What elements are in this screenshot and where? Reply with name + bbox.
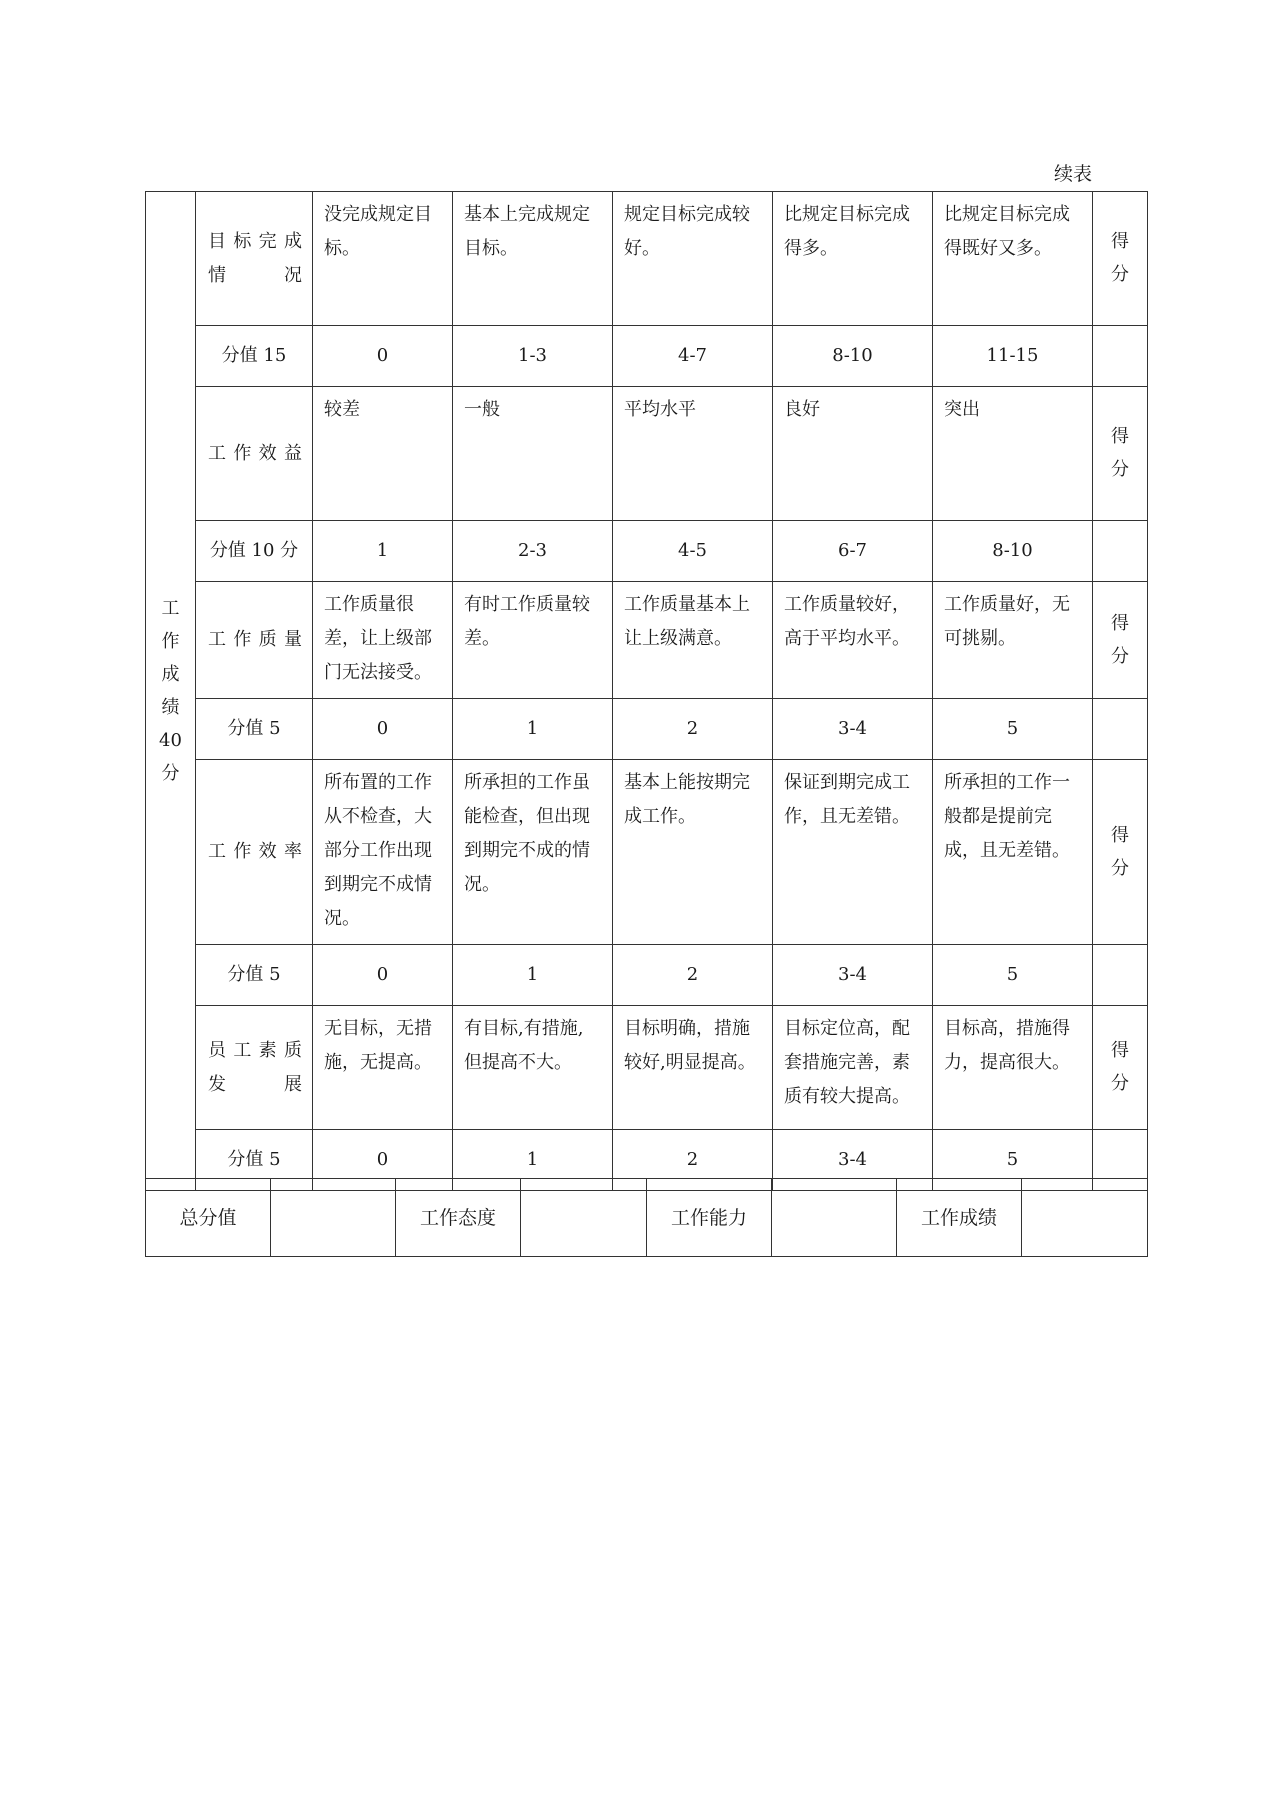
score-entry-field[interactable] [1093,945,1148,1006]
description-line: 有时工作质量较 [464,594,590,615]
description-line: 工作质量好，无 [944,594,1070,615]
criteria-category [196,582,313,699]
score-label-char: 分 [1111,264,1129,285]
category-char: 益 [283,442,302,464]
description-line: 从不检查，大 [324,806,432,827]
category-char: 工 [208,841,226,862]
value-range: 2 [613,699,773,760]
level-description [313,760,453,945]
criteria-category [196,760,313,945]
description-line: 差。 [464,628,500,649]
description-line: 规定目标完成较 [624,204,750,225]
level-description [453,192,613,326]
category-char: 况 [284,264,302,286]
description-line: 较好,明显提高。 [624,1052,756,1073]
level-description [613,192,773,326]
level-description [613,760,773,945]
description-line: 般都是提前完 [944,806,1052,827]
performance-score-label: 工作成绩 [897,1179,1022,1257]
value-range: 1 [453,1130,613,1191]
description-line: 高于平均水平。 [784,628,910,649]
attitude-score-label: 工作态度 [396,1179,521,1257]
level-description [453,760,613,945]
level-description [773,192,933,326]
value-range: 0 [313,945,453,1006]
section-label-char: 40 [159,729,182,751]
category-char: 率 [283,841,302,862]
category-char: 标 [233,230,252,252]
description-line: 目标。 [464,238,518,259]
value-range: 6-7 [773,521,933,582]
value-label: 分值 5 [196,1130,313,1191]
description-line: 但提高不大。 [464,1052,572,1073]
category-char: 素 [258,1039,277,1061]
category-char: 效 [258,442,277,464]
section-label-char: 成 [161,663,180,685]
value-range: 3-4 [773,699,933,760]
criteria-category [196,387,313,521]
score-cell[interactable] [1093,1006,1148,1130]
criteria-row [146,1006,1148,1130]
description-line: 保证到期完成工 [784,772,910,793]
description-line: 质有较大提高。 [784,1086,910,1107]
score-cell[interactable] [1093,582,1148,699]
total-score-label: 总分值 [146,1179,271,1257]
description-line: 况。 [324,908,360,929]
value-row [146,326,1148,387]
description-line: 没完成规定目 [324,204,432,225]
score-label-char: 得 [1111,824,1129,846]
level-description [613,387,773,521]
description-line: 施，无提高。 [324,1052,432,1073]
score-entry-field[interactable] [1093,521,1148,582]
description-line: 比规定目标完成 [784,204,910,225]
table-caption: 续表 [1054,163,1093,185]
criteria-category [196,192,313,326]
description-line: 工作质量基本上 [624,594,750,615]
total-score-table [145,1178,1148,1257]
value-label: 分值 5 [196,945,313,1006]
category-line [208,437,302,471]
value-range: 5 [933,945,1093,1006]
section-label-char: 作 [161,630,180,652]
value-range: 4-7 [613,326,773,387]
criteria-row [146,387,1148,521]
value-label: 分值 10 分 [196,521,313,582]
category-char: 成 [283,230,302,252]
description-line: 良好 [784,399,820,420]
total-row [146,1179,1148,1257]
score-label-char: 分 [1111,1073,1129,1094]
level-description [613,582,773,699]
section-label-char: 工 [161,597,180,619]
category-line [208,225,302,259]
level-description [933,582,1093,699]
category-line [208,259,302,293]
level-description [933,760,1093,945]
score-cell[interactable] [1093,387,1148,521]
description-line: 工作质量很 [324,594,414,615]
score-cell[interactable] [1093,760,1148,945]
value-range: 3-4 [773,945,933,1006]
description-line: 差，让上级部 [324,628,432,649]
criteria-row [146,760,1148,945]
description-line: 目标明确，措施 [624,1018,750,1039]
level-description [773,582,933,699]
category-char: 情 [208,264,226,286]
description-line: 基本上能按期完 [624,772,750,793]
score-entry-field[interactable] [1093,326,1148,387]
level-description [933,387,1093,521]
category-char: 完 [258,230,277,252]
level-description [773,760,933,945]
section-label-char: 分 [161,762,180,784]
criteria-category [196,1006,313,1130]
value-range: 11-15 [933,326,1093,387]
level-description [453,582,613,699]
score-label-char: 分 [1111,459,1129,480]
value-range: 0 [313,326,453,387]
level-description [773,387,933,521]
value-range: 0 [313,1130,453,1191]
level-description [453,387,613,521]
level-description [933,1006,1093,1130]
description-line: 能检查，但出现 [464,806,590,827]
value-range: 2 [613,945,773,1006]
value-range: 5 [933,699,1093,760]
ability-score-field[interactable] [772,1179,897,1257]
description-line: 力，提高很大。 [944,1052,1070,1073]
value-row [146,945,1148,1006]
score-label-char: 得 [1111,1040,1129,1061]
category-line [208,1068,302,1102]
description-line: 所承担的工作虽 [464,772,590,793]
level-description [313,582,453,699]
score-label-char: 得 [1111,426,1129,447]
description-line: 无目标，无措 [324,1018,432,1039]
description-line: 突出 [944,399,980,420]
score-cell[interactable] [1093,192,1148,326]
value-row [146,699,1148,760]
category-char: 效 [258,841,277,862]
value-range: 1 [453,699,613,760]
category-char: 目 [208,230,226,252]
description-line: 到期完不成情 [324,874,432,895]
description-line: 工作质量较好， [784,594,910,615]
level-description [453,1006,613,1130]
description-line: 部分工作出现 [324,840,432,861]
category-char: 工 [233,1039,252,1061]
score-label-char: 得 [1111,231,1129,252]
description-line: 到期完不成的情 [464,840,590,861]
description-line: 有目标,有措施, [464,1018,584,1039]
value-range: 5 [933,1130,1093,1191]
category-char: 发 [208,1073,226,1095]
value-range: 4-5 [613,521,773,582]
section-label-char: 绩 [161,696,180,718]
level-description [773,1006,933,1130]
description-line: 可挑剔。 [944,628,1016,649]
category-line [208,1034,302,1068]
category-line [208,835,302,869]
scoring-table [145,191,1148,1191]
category-char: 作 [233,841,252,862]
category-line [208,623,302,657]
description-line: 一般 [464,399,500,420]
description-line: 所承担的工作一 [944,772,1070,793]
category-char: 作 [233,629,252,650]
description-line: 门无法接受。 [324,662,432,683]
score-label-char: 分 [1111,645,1129,667]
description-line: 让上级满意。 [624,628,732,649]
score-label-char: 得 [1111,612,1129,634]
level-description [313,387,453,521]
category-char: 作 [233,442,252,464]
category-char: 量 [283,629,302,650]
value-label: 分值 5 [196,699,313,760]
value-range: 1 [453,945,613,1006]
description-line: 平均水平 [624,399,696,420]
description-line: 目标高，措施得 [944,1018,1070,1039]
description-line: 成工作。 [624,806,696,827]
level-description [933,192,1093,326]
level-description [313,1006,453,1130]
category-char: 展 [284,1073,302,1095]
description-line: 套措施完善，素 [784,1052,910,1073]
description-line: 好。 [624,238,660,259]
value-range: 2-3 [453,521,613,582]
description-line: 较差 [324,399,360,420]
ability-score-label: 工作能力 [647,1179,772,1257]
category-char: 员 [208,1039,226,1061]
value-range: 1-3 [453,326,613,387]
criteria-row [146,192,1148,326]
description-line: 基本上完成规定 [464,204,590,225]
description-line: 目标定位高，配 [784,1018,910,1039]
category-char: 工 [208,442,226,464]
description-line: 标。 [324,238,360,259]
value-range: 0 [313,699,453,760]
value-label: 分值 15 [196,326,313,387]
description-line: 所布置的工作 [324,772,432,793]
category-char: 工 [208,629,226,650]
total-score-field[interactable] [271,1179,396,1257]
value-range: 2 [613,1130,773,1191]
value-range: 8-10 [933,521,1093,582]
description-line: 况。 [464,874,500,895]
value-range: 3-4 [773,1130,933,1191]
attitude-score-field[interactable] [521,1179,647,1257]
description-line: 成，且无差错。 [944,840,1070,861]
section-label [146,192,196,1191]
description-line: 作，且无差错。 [784,806,910,827]
description-line: 得既好又多。 [944,238,1052,259]
description-line: 得多。 [784,238,838,259]
category-char: 质 [258,629,277,650]
criteria-row [146,582,1148,699]
description-line: 比规定目标完成 [944,204,1070,225]
performance-score-field[interactable] [1022,1179,1148,1257]
score-label-char: 分 [1111,857,1129,879]
value-range: 8-10 [773,326,933,387]
value-range: 1 [313,521,453,582]
value-row [146,521,1148,582]
category-char: 质 [283,1039,302,1061]
level-description [613,1006,773,1130]
score-entry-field[interactable] [1093,699,1148,760]
level-description [313,192,453,326]
